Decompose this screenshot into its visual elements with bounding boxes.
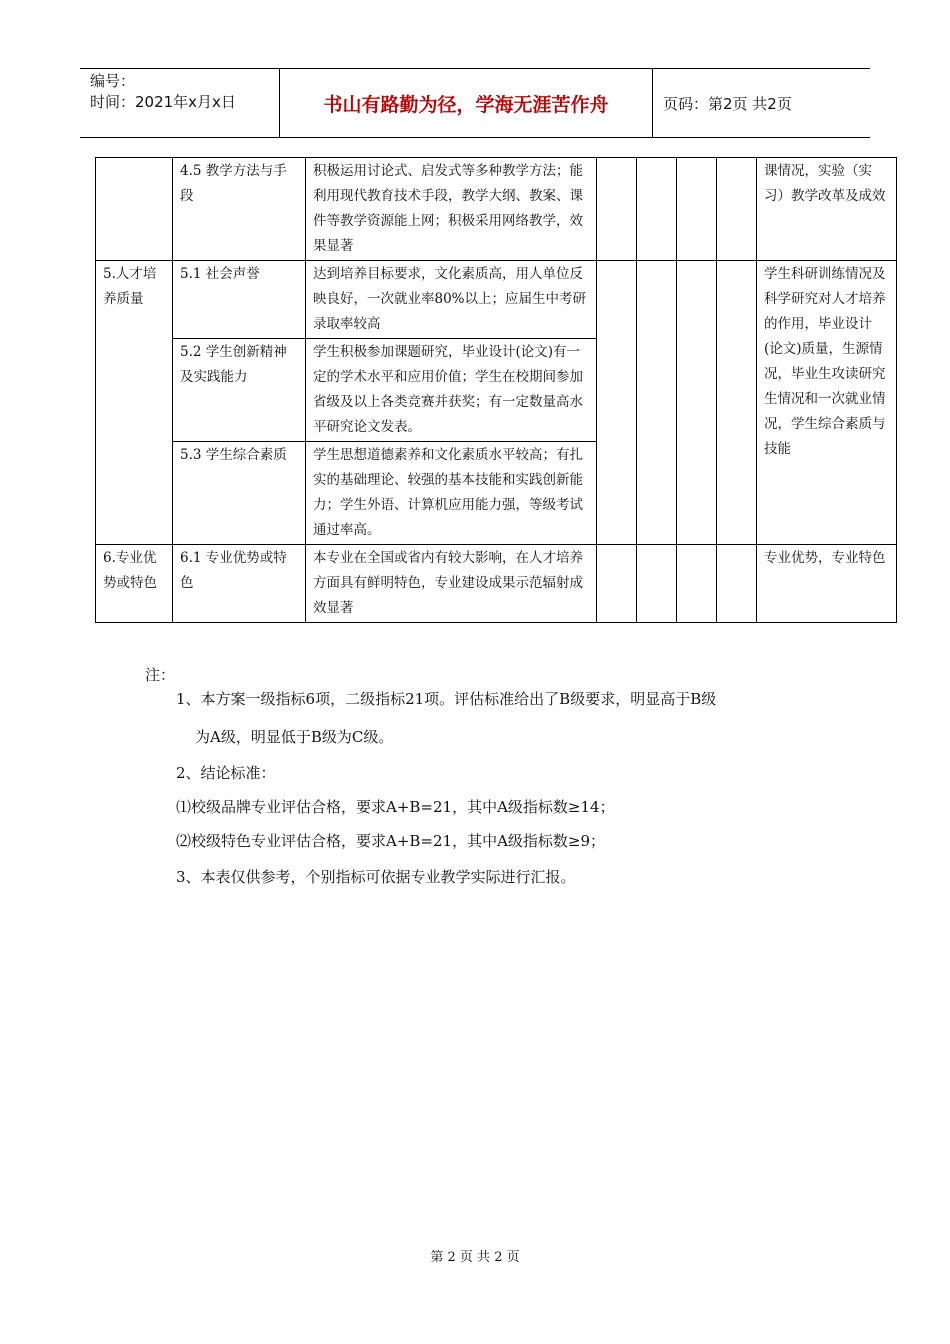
evaluation-table [95,157,897,623]
standard-cell: 学生积极参加课题研究，毕业设计(论文)有一定的学术水平和应用价值；学生在校期间参加省级及以上各类竞赛并获奖；有一定数量高水平研究论文发表。 [306,339,597,442]
time-label: 时间：2021年x月x日 [90,93,236,111]
grade-cell [597,545,637,623]
secondary-indicator-cell: 5.2 学生创新精神及实践能力 [173,339,306,442]
notes-title: 注： [145,666,176,684]
standard-cell: 本专业在全国或省内有较大影响，在人才培养方面具有鲜明特色，专业建设成果示范辐射成效显著 [306,545,597,623]
header-page-label: 页码：第2页 共2页 [663,94,792,113]
header-motto: 书山有路勤为径，学海无涯苦作舟 [280,69,653,137]
number-label: 编号： [90,72,136,90]
note-item: 3、本表仅供参考，个别指标可依据专业教学实际进行汇报。 [176,868,576,886]
note-item: 2、结论标准： [176,764,276,782]
standard-cell: 达到培养目标要求，文化素质高，用人单位反映良好，一次就业率80%以上；应届生中考研录取率较高 [306,261,597,339]
grade-cell [717,158,757,261]
table-row [96,545,897,623]
secondary-indicator-cell: 6.1 专业优势或特色 [173,545,306,623]
header-meta [80,69,280,137]
note-subitem: ⑵校级特色专业评估合格，要求A+B=21，其中A级指标数≥9； [176,832,606,850]
page-header [80,68,870,138]
secondary-indicator-cell: 5.1 社会声誉 [173,261,306,339]
grade-cell [637,261,677,545]
grade-cell [677,545,717,623]
table-row [96,158,897,261]
note-item: 1、本方案一级指标6项，二级指标21项。评估标准给出了B级要求，明显高于B级 [176,690,717,708]
grade-cell [597,261,637,545]
grade-cell [637,158,677,261]
standard-cell: 积极运用讨论式、启发式等多种教学方法；能利用现代教育技术手段，教学大纲、教案、课件等教学资源能上网；积极采用网络教学，效果显著 [306,158,597,261]
secondary-indicator-cell: 5.3 学生综合素质 [173,442,306,545]
grade-cell [717,545,757,623]
note-item-continued: 为A级，明显低于B级为C级。 [195,728,394,746]
secondary-indicator-cell: 4.5 教学方法与手段 [173,158,306,261]
table-row [96,261,897,339]
grade-cell [717,261,757,545]
observation-note-cell: 学生科研训练情况及科学研究对人才培养的作用，毕业设计(论文)质量，生源情况，毕业生攻读研究生情况和一次就业情况，学生综合素质与技能 [757,261,897,545]
note-subitem: ⑴校级品牌专业评估合格，要求A+B=21，其中A级指标数≥14； [176,798,615,816]
primary-indicator-cell [96,158,173,261]
primary-indicator-cell: 5.人才培养质量 [96,261,173,545]
grade-cell [597,158,637,261]
grade-cell [677,158,717,261]
grade-cell [637,545,677,623]
observation-note-cell: 专业优势，专业特色 [757,545,897,623]
observation-note-cell: 课情况，实验（实习）教学改革及成效 [757,158,897,261]
grade-cell [677,261,717,545]
standard-cell: 学生思想道德素养和文化素质水平较高；有扎实的基础理论、较强的基本技能和实践创新能力；学生外语、计算机应用能力强，等级考试通过率高。 [306,442,597,545]
page-footer: 第 2 页 共 2 页 [430,1250,520,1265]
primary-indicator-cell: 6.专业优势或特色 [96,545,173,623]
